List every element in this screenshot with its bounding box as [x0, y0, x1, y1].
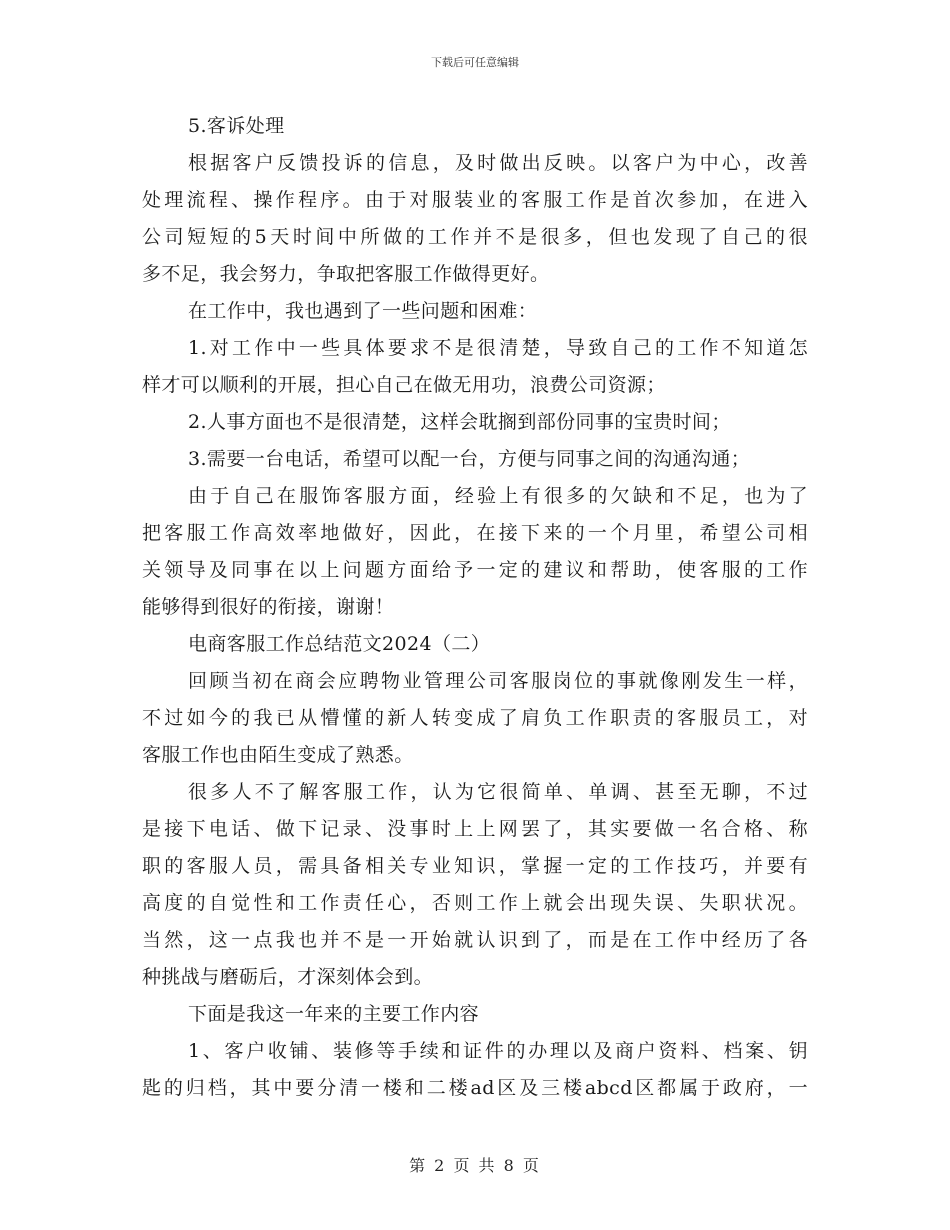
- text-line: 1.对工作中一些具体要求不是很清楚，导致自己的工作不知道怎: [188, 337, 808, 359]
- text-line: 关领导及同事在以上问题方面给予一定的建议和帮助，使客服的工作: [142, 559, 808, 581]
- page-footer: 第 2 页 共 8 页: [409, 1156, 541, 1175]
- text-line: 回顾当初在商会应聘物业管理公司客服岗位的事就像刚发生一样，: [188, 670, 808, 692]
- text-line: 下面是我这一年来的主要工作内容: [188, 1003, 480, 1025]
- text-line: 不过如今的我已从懵懂的新人转变成了肩负工作职责的客服员工，对: [142, 707, 808, 729]
- text-line: 5.客诉处理: [188, 115, 285, 137]
- text-line: 能够得到很好的衔接，谢谢！: [142, 596, 395, 618]
- document-body: [142, 108, 808, 1107]
- text-line: 在工作中，我也遇到了一些问题和困难：: [188, 300, 538, 322]
- text-line: 当然，这一点我也并不是一开始就认识到了，而是在工作中经历了各: [142, 929, 808, 951]
- text-line: 1、客户收铺、装修等手续和证件的办理以及商户资料、档案、钥: [188, 1040, 808, 1062]
- section-heading: 电商客服工作总结范文2024（二）: [188, 633, 491, 655]
- text-line: 客服工作也由陌生变成了熟悉。: [142, 744, 414, 766]
- text-line: 3.需要一台电话，希望可以配一台，方便与同事之间的沟通沟通；: [188, 448, 751, 470]
- text-line: 很多人不了解客服工作，认为它很简单、单调、甚至无聊，不过: [188, 781, 808, 803]
- text-line: 根据客户反馈投诉的信息，及时做出反映。以客户为中心，改善: [188, 152, 808, 174]
- text-line: 多不足，我会努力，争取把客服工作做得更好。: [142, 263, 550, 285]
- text-line: 种挑战与磨砺后，才深刻体会到。: [142, 966, 434, 988]
- page-header: 下载后可任意编辑: [431, 56, 519, 69]
- text-line: 职的客服人员，需具备相关专业知识，掌握一定的工作技巧，并要有: [142, 855, 808, 877]
- text-line: 高度的自觉性和工作责任心，否则工作上就会出现失误、失职状况。: [142, 892, 808, 914]
- text-line: 匙的归档，其中要分清一楼和二楼ad区及三楼abcd区都属于政府，一: [142, 1077, 808, 1099]
- text-line: 公司短短的5天时间中所做的工作并不是很多，但也发现了自己的很: [142, 226, 808, 248]
- text-line: 2.人事方面也不是很清楚，这样会耽搁到部份同事的宝贵时间；: [188, 411, 731, 433]
- text-line: 把客服工作高效率地做好，因此，在接下来的一个月里，希望公司相: [142, 522, 808, 544]
- text-line: 由于自己在服饰客服方面，经验上有很多的欠缺和不足，也为了: [188, 485, 808, 507]
- text-line: 是接下电话、做下记录、没事时上上网罢了，其实要做一名合格、称: [142, 818, 808, 840]
- text-line: 处理流程、操作程序。由于对服装业的客服工作是首次参加，在进入: [142, 189, 808, 211]
- text-line: 样才可以顺利的开展，担心自己在做无用功，浪费公司资源；: [142, 374, 666, 396]
